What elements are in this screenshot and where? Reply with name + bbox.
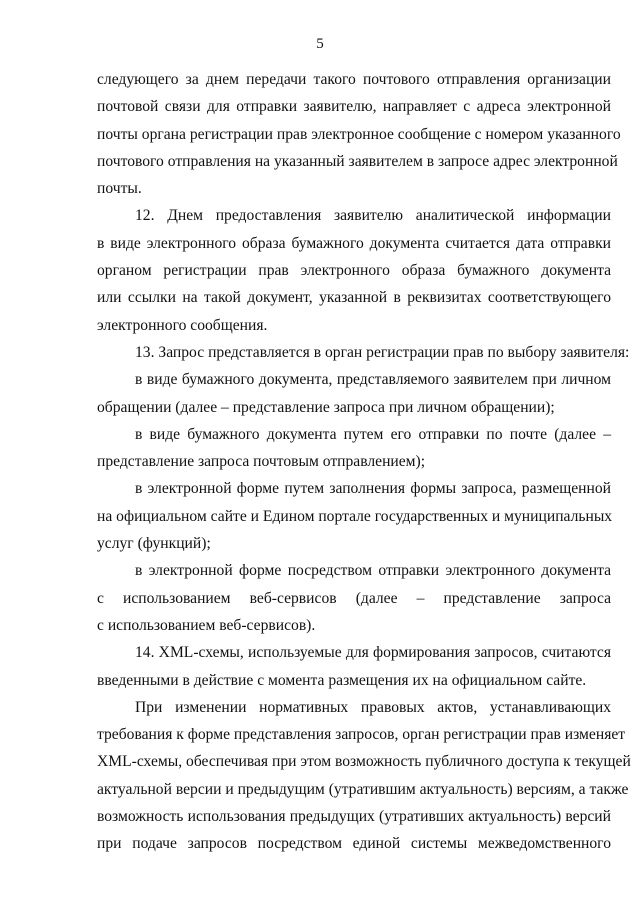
text-line: в виде бумажного документа, представляемого заявителем при личном	[135, 371, 611, 389]
text-line: XML-схемы, обеспечивая при этом возможность публичного доступа к текущей	[97, 753, 631, 771]
text-line: с использованием веб-сервисов (далее – представление запроса	[97, 589, 611, 607]
document-text	[97, 66, 631, 858]
text-line: обращении (далее – представление запроса при личном обращении);	[97, 398, 555, 416]
text-line: в виде электронного образа бумажного документа считается дата отправки	[97, 234, 611, 252]
text-line: почты.	[97, 180, 142, 198]
text-line: 14. XML-схемы, используемые для формирования запросов, считаются	[135, 644, 611, 662]
text-line: с использованием веб-сервисов).	[97, 616, 316, 634]
text-line: органом регистрации прав электронного образа бумажного документа	[97, 262, 611, 280]
text-line: электронного сообщения.	[97, 316, 268, 334]
text-line: почтового отправления на указанный заявителем в запросе адрес электронной	[97, 152, 618, 170]
text-line: следующего за днем передачи такого почтового отправления организации	[97, 71, 611, 88]
text-line: в электронной форме путем заполнения формы запроса, размещенной	[135, 480, 611, 498]
text-line: требования к форме представления запросов, орган регистрации прав изменяет	[97, 726, 626, 744]
text-line: или ссылки на такой документ, указанной в реквизитах соответствующего	[97, 289, 611, 307]
text-line: представление запроса почтовым отправлением);	[97, 453, 426, 471]
text-line: почты органа регистрации прав электронное сообщение с номером указанного	[97, 125, 621, 143]
text-line: 12. Днем предоставления заявителю аналитической информации	[135, 207, 611, 225]
text-line: почтовой связи для отправки заявителю, направляет с адреса электронной	[97, 98, 611, 116]
text-line: в электронной форме посредством отправки электронного документа	[135, 562, 611, 580]
text-line: возможность использования предыдущих (утративших актуальность) версий	[97, 808, 611, 826]
text-line: на официальном сайте и Едином портале государственных и муниципальных	[97, 507, 613, 525]
text-line: услуг (функций);	[97, 535, 211, 553]
page-number: 5	[316, 36, 324, 52]
text-line: актуальной версии и предыдущим (утратившим актуальность) версиям, а также	[97, 780, 629, 798]
text-line: 13. Запрос представляется в орган регистрации прав по выбору заявителя:	[135, 343, 630, 361]
text-line: в виде бумажного документа путем его отправки по почте (далее –	[135, 425, 611, 443]
text-line: введенными в действие с момента размещения их на официальном сайте.	[97, 671, 587, 689]
text-line: При изменении нормативных правовых актов, устанавливающих	[135, 698, 611, 716]
text-line: при подаче запросов посредством единой системы межведомственного	[97, 835, 611, 853]
